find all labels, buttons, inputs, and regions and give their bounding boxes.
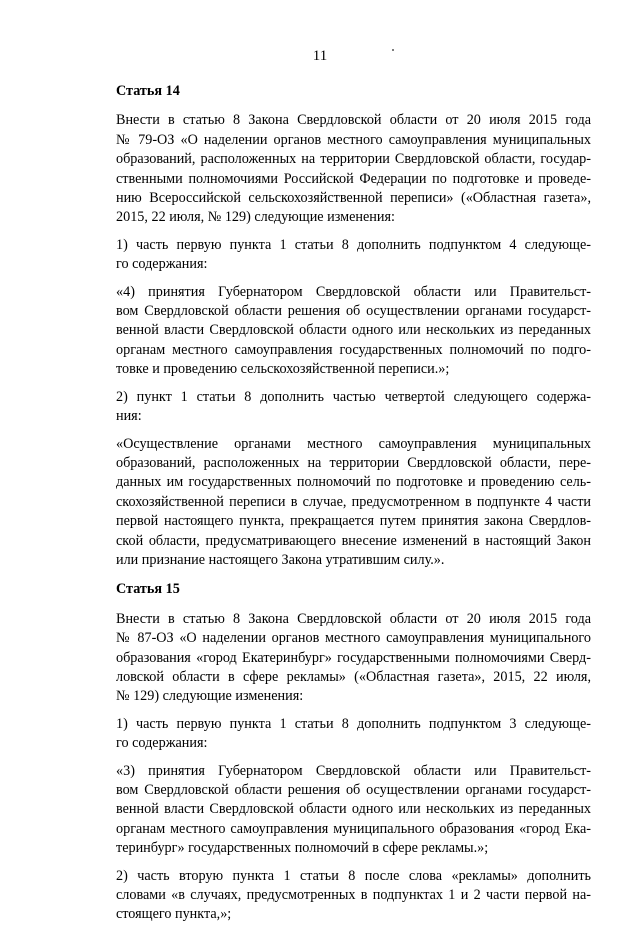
article-14-item-1-text [81,283,591,380]
text-line: нию Всероссийской сельскохозяйственной переписи» («Областная газета», [116,190,591,207]
text-line: образований, расположенных на территории Свердловской области, пере- [116,454,591,471]
text-line: первой настоящего пункта, прекращается путем принятия закона Свердлов- [116,513,591,530]
text-line: «Осуществление органами местного самоуправления муниципальных [116,435,591,452]
text-line: ственными полномочиями Российской Федерации по подготовке и проведе- [116,170,591,187]
text-line: го содержания: [116,256,208,273]
text-line: 1) часть первую пункта 1 статьи 8 дополнить подпунктом 4 следующе- [116,236,591,253]
text-line: ловской области в сфере рекламы» («Областная газета», 2015, 22 июля, [116,668,591,685]
text-line: «3) принятия Губернатором Свердловской области или Правительст- [116,762,591,779]
text-line: венной власти Свердловской области одного или нескольких из переданных [116,322,591,339]
text-line: Внести в статью 8 Закона Свердловской области от 20 июля 2015 года [116,112,591,129]
text-line: образований, расположенных на территории Свердловской области, государ- [116,151,591,168]
text-line: ской области, предусматривающего внесение изменений в настоящий Закон [116,532,591,549]
text-line: теринбург» государственных полномочий в сфере рекламы.»; [116,840,489,857]
text-line: скохозяйственной переписи в случае, предусмотренном в подпункте 4 части [116,493,591,510]
text-line: словами «в случаях, предусмотренных в подпунктах 1 и 2 части первой на- [116,887,591,904]
text-line: венной власти Свердловской области одного или нескольких из переданных [116,801,591,818]
text-line: № 79-ОЗ «О наделении органов местного самоуправления муниципальных [116,131,591,148]
article-15-item-1 [81,715,591,754]
article-14-intro [81,111,591,227]
text-line: «4) принятия Губернатором Свердловской области или Правительст- [116,283,591,300]
text-line: № 87-ОЗ «О наделении органов местного самоуправления муниципального [116,630,591,647]
text-line: го содержания: [116,735,208,752]
text-line: или признание настоящего Закона утратившим силу.». [116,551,445,568]
article-14-heading: Статья 14 [116,83,180,99]
text-line: 2015, 22 июля, № 129) следующие изменения: [116,209,395,226]
text-line: товке и проведению сельскохозяйственной переписи.»; [116,361,450,378]
scan-speck [392,49,394,51]
article-14-item-1 [81,236,591,275]
article-15-item-1-text [81,762,591,859]
text-line: № 129) следующие изменения: [116,688,304,705]
text-line: образования «город Екатеринбург» государственными полномочиями Сверд- [116,649,591,666]
text-line: 1) часть первую пункта 1 статьи 8 дополнить подпунктом 3 следующе- [116,715,591,732]
text-line: ния: [116,408,142,425]
text-line: вом Свердловской области решения об осуществлении органами государст- [116,303,591,320]
text-line: данных им государственных полномочий по подготовке и проведению сель- [116,474,591,491]
text-line: органам местного самоуправления государственных полномочий по подго- [116,341,591,358]
text-line: 2) пункт 1 статьи 8 дополнить частью четвертой следующего содержа- [116,388,591,405]
article-14-item-2-text [81,435,591,571]
text-line: стоящего пункта,»; [116,906,232,923]
document-body [81,82,591,933]
article-15-heading: Статья 15 [116,581,180,598]
text-line: вом Свердловской области решения об осуществлении органами государст- [116,782,591,798]
article-15-item-2 [81,867,591,925]
article-15-intro [81,610,591,707]
text-line: 2) часть вторую пункта 1 статьи 8 после слова «рекламы» дополнить [116,867,591,884]
text-line: органам местного самоуправления муниципального образования «город Ека- [116,820,591,837]
text-line: Внести в статью 8 Закона Свердловской области от 20 июля 2015 года [116,610,591,627]
article-14-item-2 [81,388,591,427]
page-number: 11 [312,48,328,64]
